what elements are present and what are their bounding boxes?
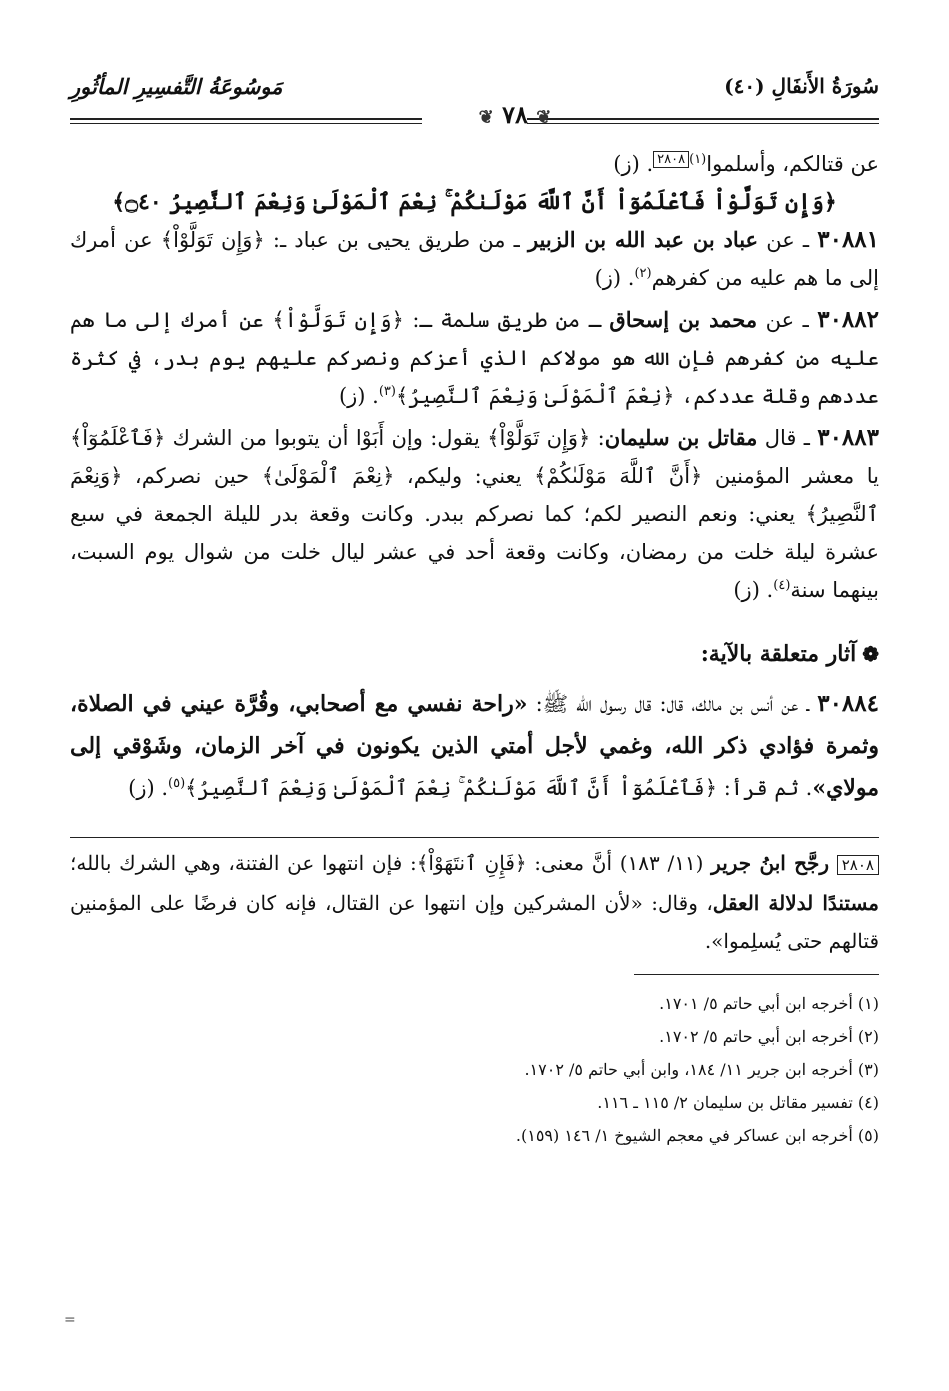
book-title: مَوسُوعَةُ التَّفسِيرِ المأثُورِ xyxy=(70,74,283,99)
footnote: (٢) أخرجه ابن أبي حاتم ٥/ ١٧٠٢. xyxy=(659,1027,879,1046)
hadith-entry: ٣٠٨٨٤ ـ عن أنس بن مالك، قال: قال رسول الله ﷺ: «راحة نفسي مع أصحابي، وقُرَّة عيني في الصلاة، وثمرة فؤادي ذكر الله، وغمي لأجل أمتي الذين يكونون في آخر الزمان، وشَوْقي إلى مولاي». ثم قرأ: ﴿فَٱعْلَمُوٓاْ أَنَّ ٱللَّهَ مَوْلَىٰكُمْ ۚ نِعْمَ ٱلْمَوْلَىٰ وَنِعْمَ ٱلنَّصِيرُ﴾$^{(٥)}$. (ز) xyxy=(70,690,879,801)
narration-entry: ٣٠٨٨٢ ـ عن محمد بن إسحاق ـ من طريق سلمة ـ: ﴿وَإِن تَوَلَّوْاْ﴾ عن أمرك إلى ما هم عليه من كفرهم فإن الله هو مولاكم الذي أعزكم ونصركم عليهم يوم بدر، في كثرة عددهم وقلة عددكم، ﴿نِعْمَ ٱلْمَوْلَىٰ وَنِعْمَ ٱلنَّصِيرُ﴾$^{(٣)}$. (ز) xyxy=(70,306,879,408)
footnote: (٥) أخرجه ابن عساكر في معجم الشيوخ ١/ ١٤٦ (١٥٩). xyxy=(515,1126,879,1145)
section-heading: ❁آثار متعلقة بالآية: xyxy=(700,641,879,667)
page-number: ❦ ٧٨ ❦ xyxy=(478,100,552,129)
footnote: (٤) تفسير مقاتل بن سليمان ٢/ ١١٥ ـ ١١٦. xyxy=(597,1093,879,1112)
ornament-icon: ❦ xyxy=(536,107,552,128)
footnote: (١) أخرجه ابن أبي حاتم ٥/ ١٧٠١. xyxy=(659,994,879,1013)
footnotes xyxy=(70,987,879,1152)
surah-title: سُورَةُ الأَنفَالِ (٤٠) xyxy=(724,74,879,98)
quran-verse: ﴿وَإِن تَوَلَّوْاْ فَٱعْلَمُوٓاْ أَنَّ ٱللَّهَ مَوْلَىٰكُمْ ۚ نِعْمَ ٱلْمَوْلَىٰ وَنِعْمَ ٱلنَّصِيرُ ۝٤٠﴾ xyxy=(112,189,837,215)
narration-entry: ٣٠٨٨١ ـ عن عباد بن عبد الله بن الزبير ـ من طريق يحيى بن عباد ـ: ﴿وَإِن تَوَلَّوْاْ﴾ عن أمرك إلى ما هم عليه من كفرهم$^{(٢)}$. (ز) xyxy=(70,226,880,290)
reference-box: ٢٨٠٨ xyxy=(837,855,879,875)
margin-mark: = xyxy=(64,1312,76,1328)
footnote-divider xyxy=(634,974,879,975)
intro-line: عن قتالكم، وأسلموا$^{(١)٢٨٠٨}$. (ز) xyxy=(613,152,879,176)
flower-icon: ❁ xyxy=(862,642,879,666)
header-rule-left xyxy=(70,118,422,120)
main-text xyxy=(70,145,879,1152)
narration-entry: ٣٠٨٨٣ ـ قال مقاتل بن سليمان: ﴿وَإِن تَوَلَّوْاْ﴾ يقول: وإن أَبَوْا أن يتوبوا من الشرك ﴿فَٱعْلَمُوٓاْ﴾ يا معشر المؤمنين ﴿أَنَّ ٱللَّهَ مَوْلَىٰكُمْ﴾ يعني: وليكم، ﴿نِعْمَ ٱلْمَوْلَىٰ﴾ حين نصركم، ﴿وَنِعْمَ ٱلنَّصِيرُ﴾ يعني: ونعم النصير لكم؛ كما نصركم ببدر. وكانت وقعة بدر لليلة الجمعة في سبع عشرة ليلة خلت من رمضان، وكانت وقعة أحد في عشر ليال خلت من شوال يوم السبت، بينهما سنة$^{(٤)}$. (ز) xyxy=(70,424,879,602)
page-header xyxy=(70,68,879,138)
footnote: (٣) أخرجه ابن جرير ١١/ ١٨٤، وابن أبي حاتم ٥/ ١٧٠٢. xyxy=(524,1060,879,1079)
note-divider xyxy=(70,837,879,838)
reference-box: ٢٨٠٨ xyxy=(653,151,689,168)
ornament-icon: ❦ xyxy=(478,107,494,128)
editor-note: ٢٨٠٨ رجَّح ابنُ جرير (١١/ ١٨٣) أنَّ معنى: ﴿فَإِنِ ٱنتَهَوْاْ﴾: فإن انتهوا عن الفتنة، وهي الشرك بالله؛ مستندًا لدلالة العقل، وقال: «لأن المشركين وإن انتهوا عن القتال، فإنه كان فرضًا على المؤمنين قتالهم حتى يُسلِموا». xyxy=(70,851,880,953)
